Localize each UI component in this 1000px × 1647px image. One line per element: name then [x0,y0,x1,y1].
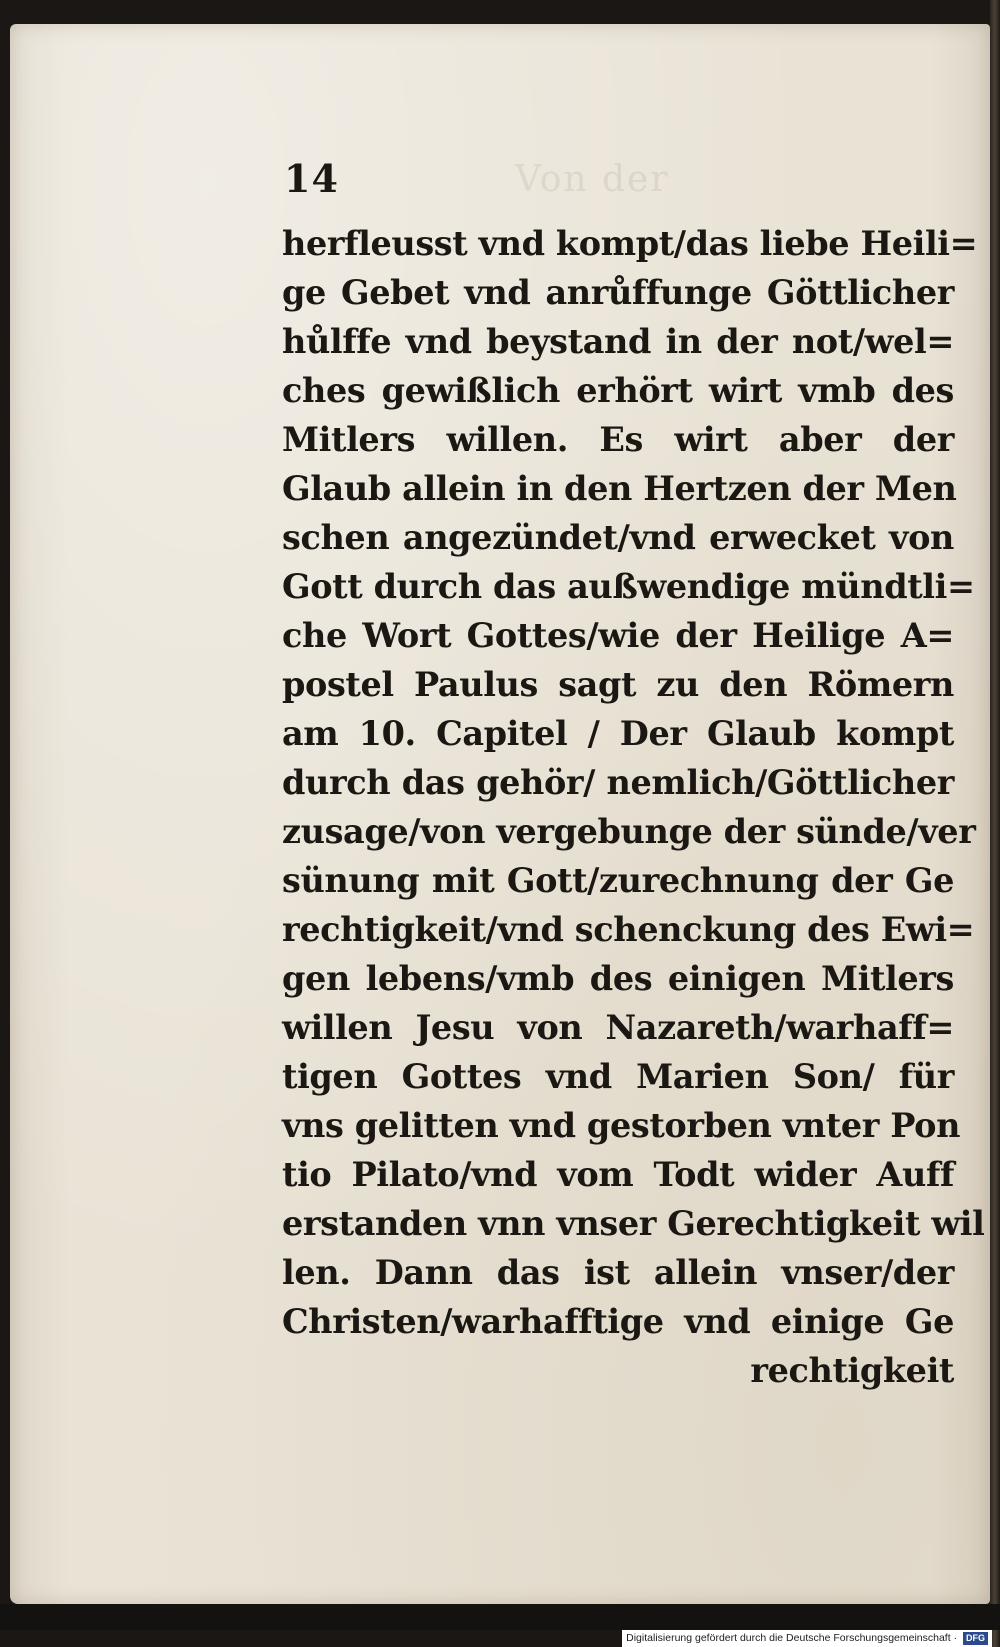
catchword: rechtigkeit [750,1351,954,1390]
text-line: Mitlers willen. Es wirt aber der [282,420,954,459]
funding-credit: Digitalisierung gefördert durch die Deutsche Forschungsgemeinschaft · DFG [622,1630,992,1647]
scan-background-strip [0,1604,1000,1630]
show-through-text: Von der [515,159,670,200]
page-number: 14 [284,156,339,201]
book-edge [990,0,1000,1647]
text-line: hůlffe vnd beystand in der not/wel= [282,322,954,361]
text-line: len. Dann das ist allein vnser/der [282,1253,954,1292]
dfg-logo: DFG [963,1632,988,1645]
text-line: zusage/von vergebunge der sünde/ver [282,812,976,851]
text-line: am 10. Capitel / Der Glaub kompt [282,714,954,753]
text-line: durch das gehör/ nemlich/Göttlicher [282,763,954,802]
text-line: vns gelitten vnd gestorben vnter Pon [282,1106,961,1145]
text-line: erstanden vnn vnser Gerechtigkeit wil [282,1204,985,1243]
text-line: schen angezündet/vnd erwecket von [282,518,954,557]
text-line: tigen Gottes vnd Marien Son/ für [282,1057,954,1096]
text-line: herfleusst vnd kompt/das liebe Heili= [282,224,978,263]
text-line: Glaub allein in den Hertzen der Men [282,469,957,508]
text-line: sünung mit Gott/zurechnung der Ge [282,861,954,900]
text-line: ge Gebet vnd anrůffunge Göttlicher [282,273,954,312]
text-line: che Wort Gottes/wie der Heilige A= [282,616,954,655]
funding-credit-text: Digitalisierung gefördert durch die Deutsche Forschungsgemeinschaft [626,1632,951,1644]
page-text-block [282,219,985,1395]
text-line: gen lebens/vmb des einigen Mitlers [282,959,954,998]
text-line: rechtigkeit/vnd schenckung des Ewi= [282,910,975,949]
text-line: willen Jesu von Nazareth/warhaff= [282,1008,954,1047]
text-line: postel Paulus sagt zu den Römern [282,665,954,704]
text-line: Christen/warhafftige vnd einige Ge [282,1302,954,1341]
book-page [10,24,990,1604]
text-line: tio Pilato/vnd vom Todt wider Auff [282,1155,954,1194]
text-line: ches gewißlich erhört wirt vmb des [282,371,954,410]
text-line: Gott durch das außwendige mündtli= [282,567,975,606]
